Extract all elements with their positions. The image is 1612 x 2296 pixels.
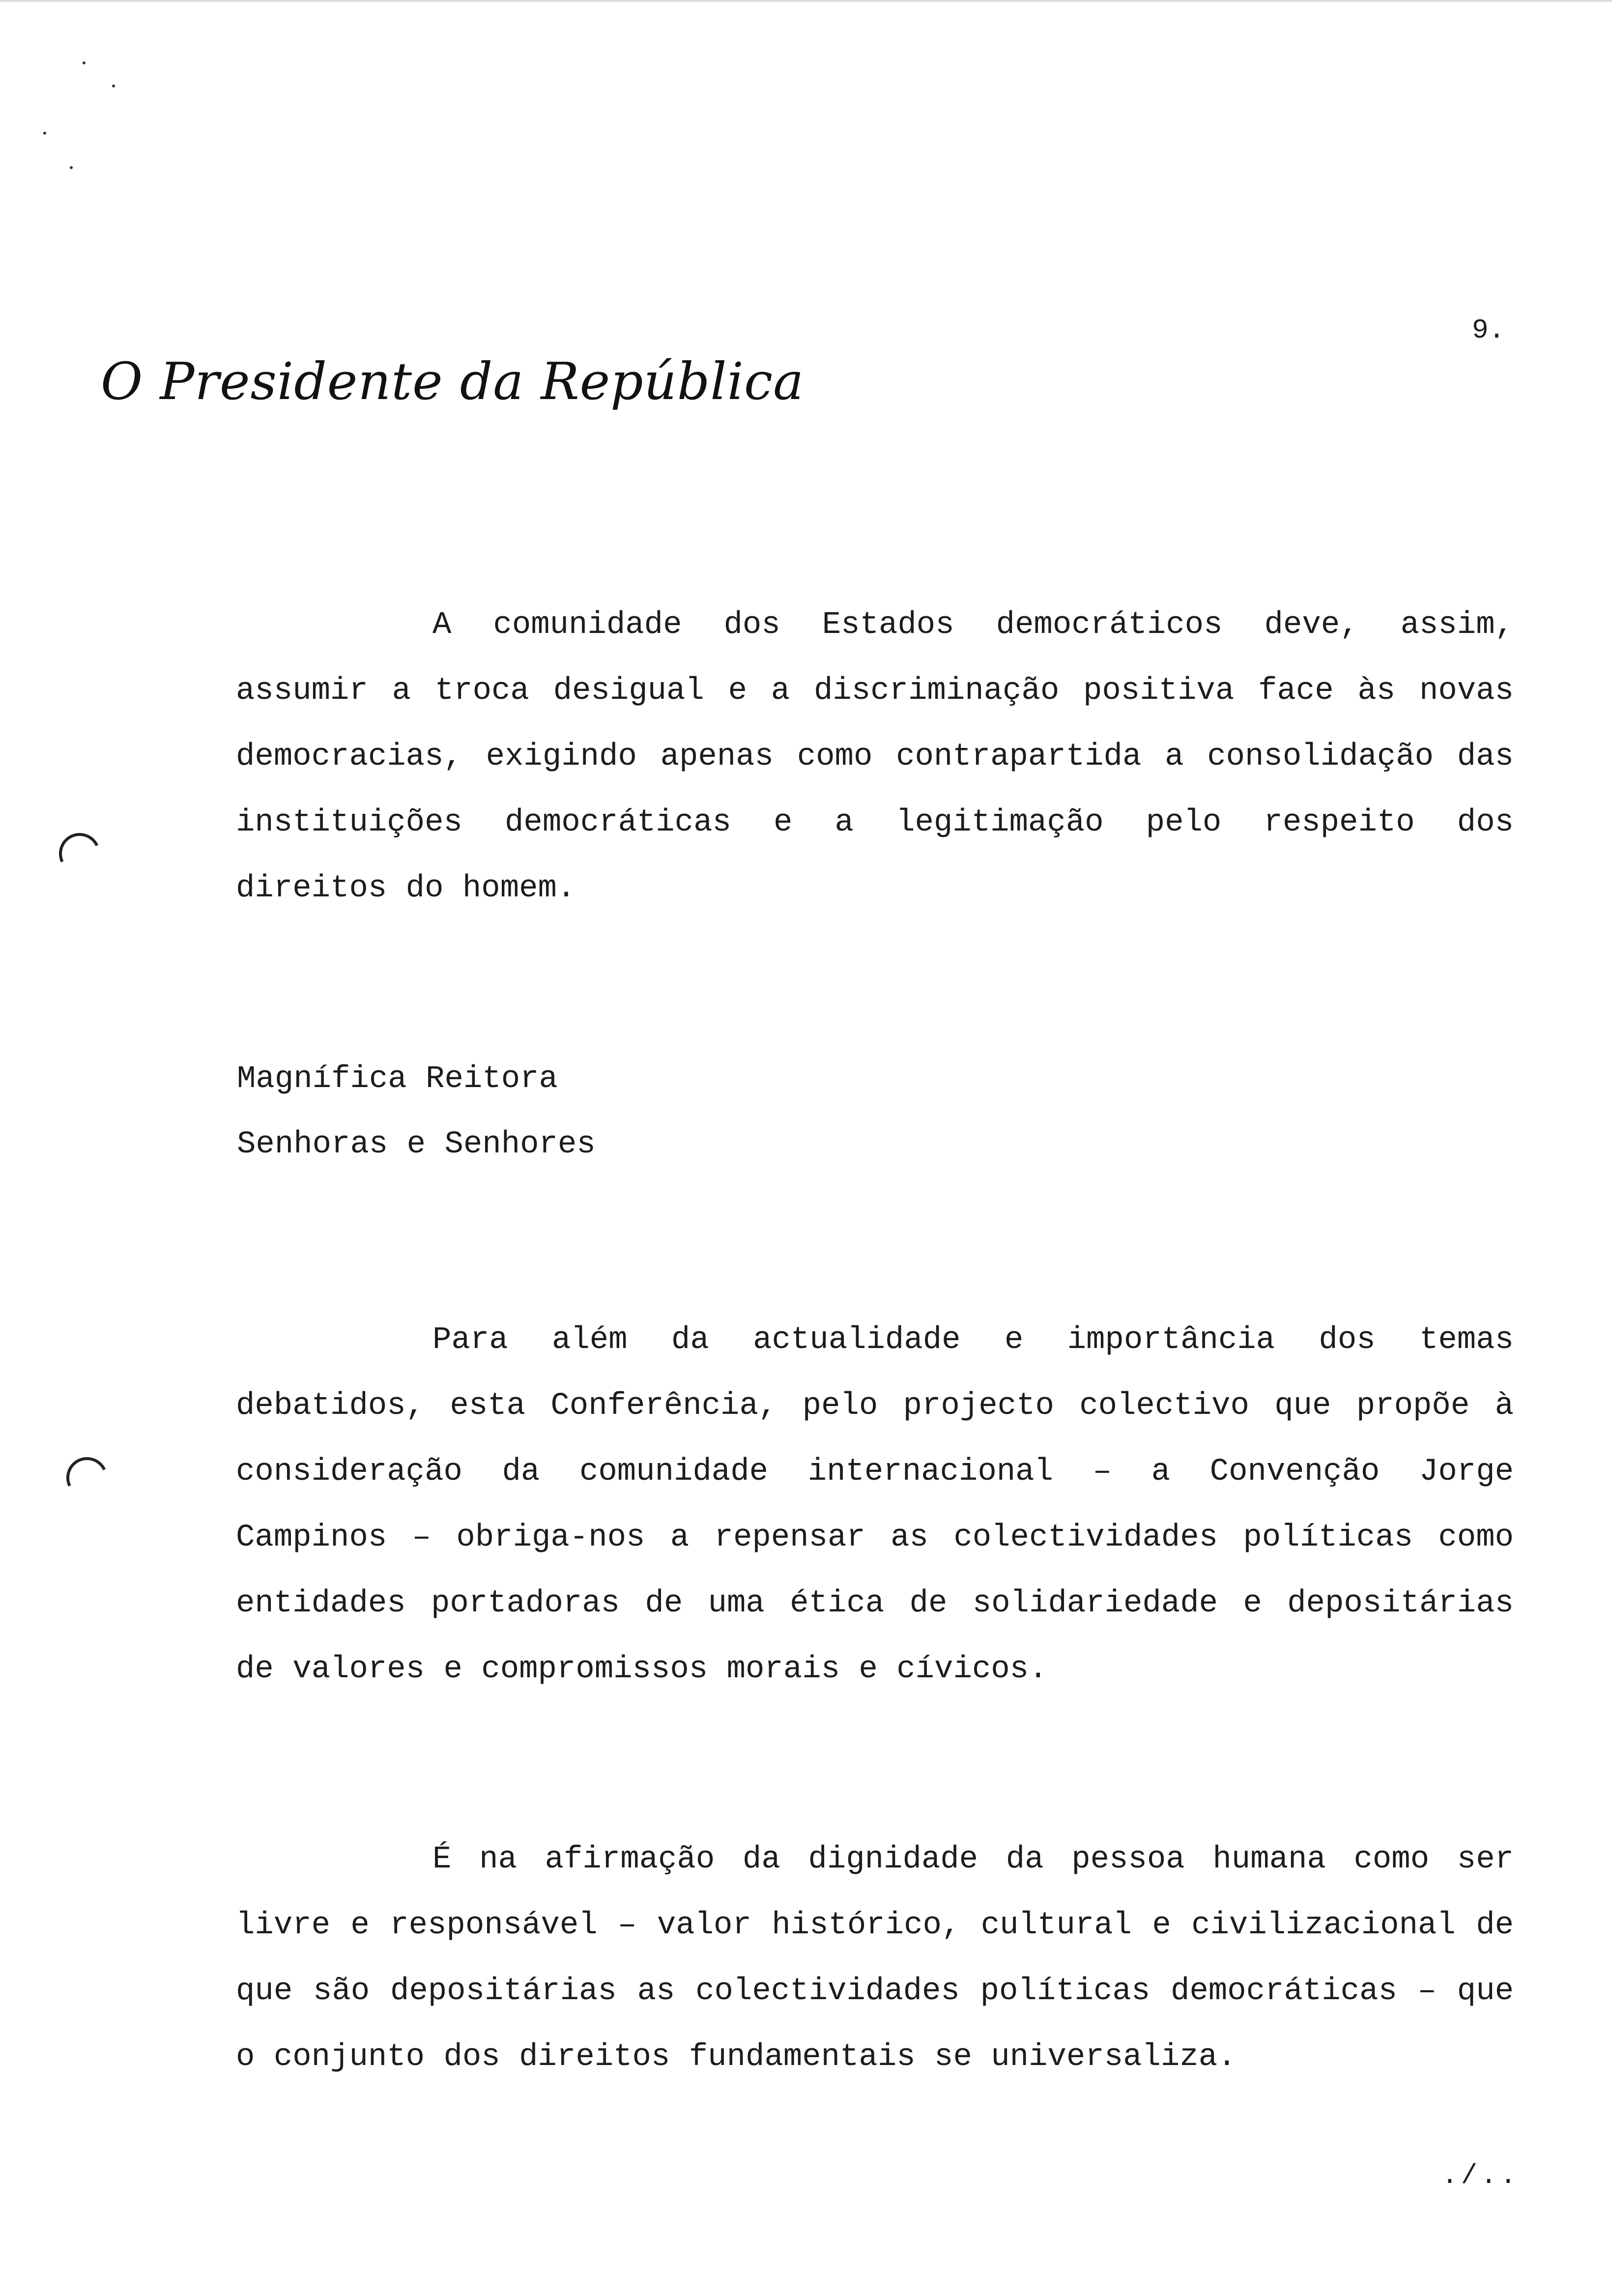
paragraph-2 [236,1307,1514,1702]
paragraph-text: Para além da actualidade e importância dos temas debatidos, esta Conferência, pelo projecto colectivo que propõe à consideração da comunidade internacional – a Convenção Jorge Campinos – obriga-nos a repensar as colectividades políticas como entidades portadoras de uma ética de solidariedade e depositárias de valores e compromissos morais e cívicos. [236,1322,1514,1687]
page-number: 9. [1472,315,1505,346]
salutation [237,1047,596,1177]
salutation-line-1: Magnífica Reitora [237,1062,558,1097]
letterhead-title: O Presidente da República [101,351,805,411]
punch-hole-mark [53,827,106,880]
paragraph-1 [236,592,1514,921]
continuation-mark: ./.. [1441,2160,1520,2191]
paragraph-text: A comunidade dos Estados democráticos deve, assim, assumir a troca desigual e a discriminação positiva face às novas democracias, exigindo apenas como contrapartida a consolidação das instituições democráticas e a legitimação pelo respeito dos direitos do homem. [236,607,1514,906]
salutation-line-2: Senhoras e Senhores [237,1127,596,1162]
scan-top-edge [0,0,1612,3]
scan-speck [43,132,46,135]
scan-speck [83,61,86,64]
scan-speck [112,85,115,87]
punch-hole-mark [60,1451,114,1504]
paragraph-text: É na afirmação da dignidade da pessoa humana como ser livre e responsável – valor histórico, cultural e civilizacional de que são depositárias as colectividades políticas democráticas – que o conjunto dos direitos fundamentais se universaliza. [236,1842,1514,2075]
paragraph-3 [236,1827,1514,2090]
scan-speck [70,166,73,169]
